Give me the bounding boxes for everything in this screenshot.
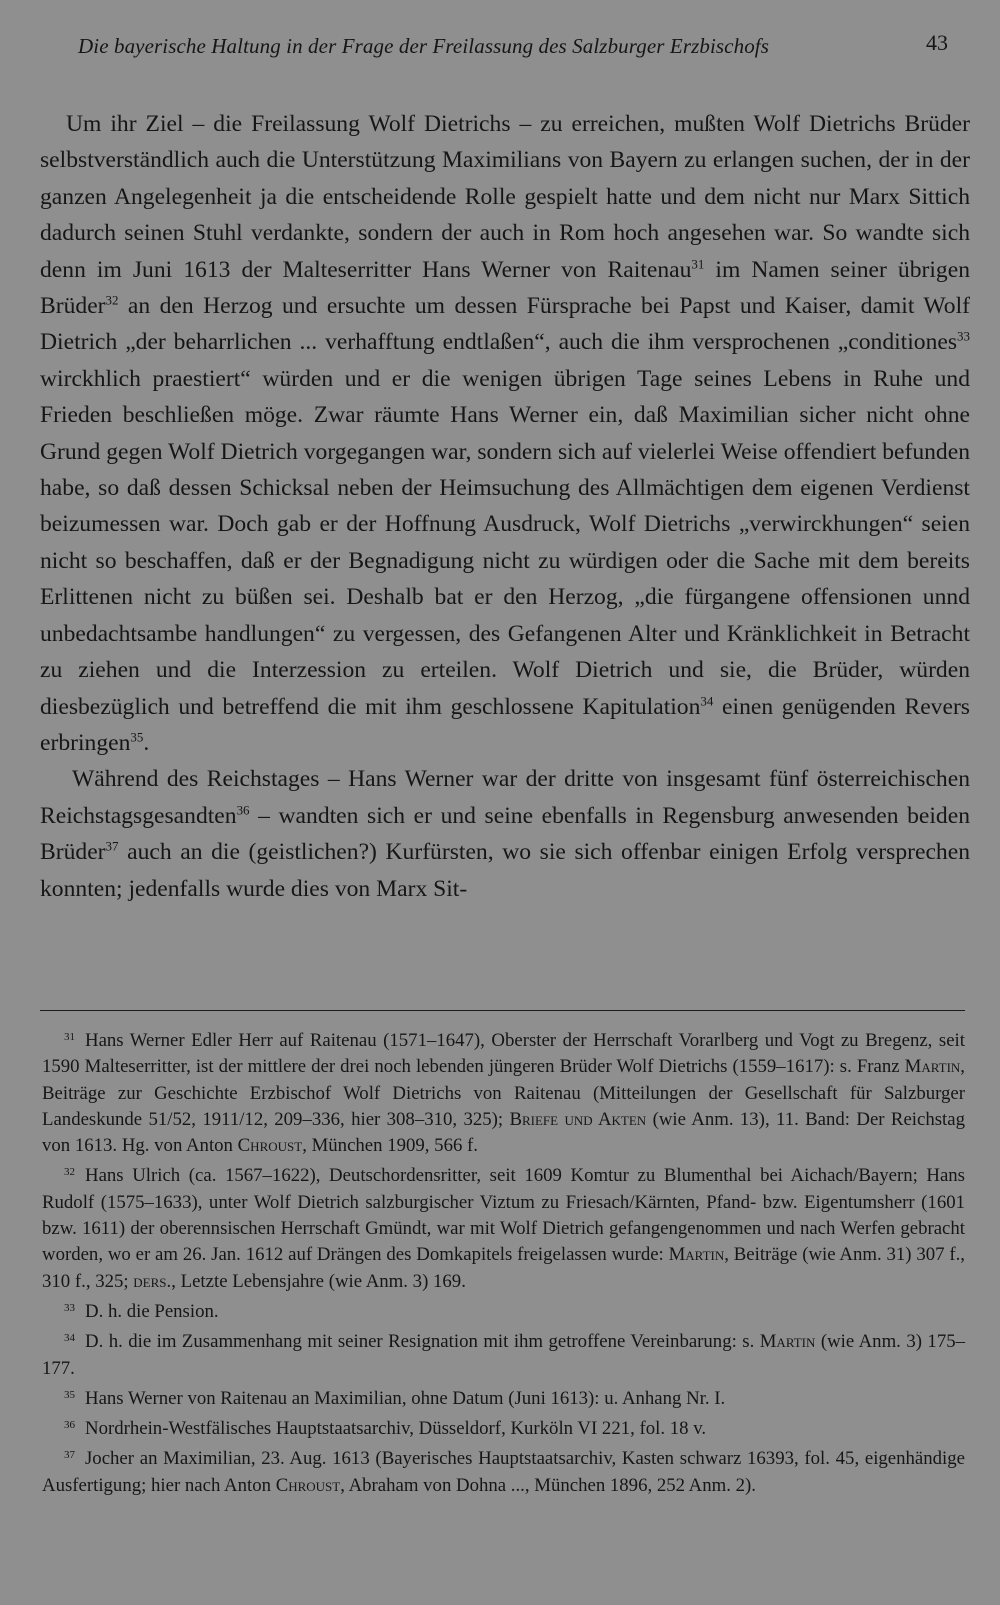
paragraph-2 [40,761,970,907]
paragraph-1-text-3: an den Herzog und ersuchte um dessen Fürsprache bei Papst und Kaiser, damit Wolf Dietrich „der beharrlichen ... verhafftung endtlaßen“, auch die ihm versprochenen „conditiones [40,293,970,356]
footnote-31 [42,1024,965,1159]
footnote-text: , Abraham von Dohna ..., München 1896, 252 Anm. 2). [340,1474,756,1496]
paragraph-2-text-3: auch an die (geistlichen?) Kurfürsten, wo sie sich offenbar einigen Erfolg versprechen konnten; jedenfalls wurde dies von Marx Sit- [40,839,970,902]
footnote-number: 33 [64,1301,75,1314]
paragraph-1-text-1: Um ihr Ziel – die Freilassung Wolf Dietrichs – zu erreichen, mußten Wolf Dietrichs Brüder selbstverständlich auch die Unterstützung Maximilians von Bayern zu erlangen suchen, der in der ganzen Angelegenheit ja die entscheidende Rolle gespielt hatte und dem nicht nur Marx Sittich dadurch seinen Stuhl verdankte, sondern der auch in Rom hoch angesehen war. So wandte sich denn im Juni 1613 der Malteserritter Hans Werner von Raitenau [40,111,970,283]
footnote-ref-33: 33 [957,329,970,345]
paragraph-1-text-5: einen genügenden Revers erbringen [40,693,970,756]
author-name: Martin [759,1331,816,1353]
footnote-divider [40,1010,965,1011]
footnote-text: Hans Ulrich (ca. 1567–1622), Deutschordensritter, seit 1609 Komtur zu Blumenthal bei Aichach/Bayern; Hans Rudolf (1575–1633), unter Wolf Dietrich salzburgischer Viztum zu Friesach/Kärnten, Pfand- bzw. Eigentumsherr (1601 bzw. 1611) der oberennsischen Herrschaft Gmündt, war mit Wolf Dietrich gefangengenommen und nach Werfen gebracht worden, wo er am 26. Jan. 1612 auf Drängen des Domkapitels freigelassen wurde: [42,1165,965,1266]
author-name: Martin [668,1244,725,1266]
footnote-ref-35: 35 [130,729,144,745]
paragraph-1-text-4: wirckhlich praestiert“ würden und er die wenigen übrigen Tage seines Lebens in Ruhe und Frieden beschließen möge. Zwar räumte Hans Werner ein, daß Maximilian sicher nicht ohne Grund gegen Wolf Dietrich vorgegangen war, sondern sich auf vielerlei Weise offendiert befunden habe, so daß dessen Schicksal neben der Heimsuchung des Allmächtigen dem eigenen Verdienst beizumessen war. Doch gab er der Hoffnung Ausdruck, Wolf Dietrichs „verwirckhungen“ seien nicht so beschaffen, daß er der Begnadigung nicht zu würdigen oder die Sache mit dem bereits Erlittenen nicht zu büßen sei. Deshalb bat er den Herzog, „die fürgangene offensionen unnd unbedachtsambe handlungen“ zu vergessen, des Gefangenen Alter und Kränklichkeit in Betracht zu ziehen und die Interzession zu erteilen. Wolf Dietrich und sie, die Brüder, würden diesbezüglich und betreffend die mit ihm geschlossene Kapitulation [40,365,970,720]
footnotes [42,1024,965,1499]
footnote-text: , Beiträge (wie Anm. 31) 307 f., 310 f., 325; [42,1244,965,1292]
author-name: Chroust [275,1474,341,1496]
footnote-number: 32 [64,1166,75,1179]
footnote-text: , München 1909, 566 f. [302,1135,478,1157]
running-title: Die bayerische Haltung in der Frage der Freilassung des Salzburger Erzbischofs [78,34,770,58]
footnote-35 [42,1382,965,1412]
footnote-text: (wie Anm. 13), 11. Band: Der Reichstag von 1613. Hg. von Anton [42,1108,965,1157]
footnote-number: 31 [64,1031,75,1043]
page-number: 43 [926,30,948,55]
footnote-number: 37 [64,1449,75,1462]
source-title: Briefe und Akten [509,1108,647,1130]
paragraph-1-text-6: . [143,729,150,756]
footnote-text: , Letzte Lebensjahre (wie Anm. 3) 169. [171,1270,466,1292]
author-name: ders. [133,1270,172,1292]
paragraph-2-text-1: Während des Reichstages – Hans Werner war der dritte von insgesamt fünf österreichischen Reichstagsgesandten [40,766,970,829]
footnote-36 [42,1412,965,1442]
paragraph-1-text-2: im Namen seiner übrigen Brüder [40,256,970,320]
author-name: Chroust [237,1135,303,1157]
footnote-text: , Beiträge zur Geschichte Erzbischof Wolf Dietrichs von Raitenau (Mitteilungen der Gesellschaft für Salzburger Landeskunde 51/52, 1911/12, 209–336, hier 308–310, 325); [42,1056,965,1130]
footnote-text: D. h. die Pension. [85,1300,219,1322]
footnote-text: Jocher an Maximilian, 23. Aug. 1613 (Bayerisches Hauptstaatsarchiv, Kasten schwarz 16393, fol. 45, eigenhändige Ausfertigung; hier nach Anton [42,1448,965,1496]
footnote-34 [42,1325,965,1382]
footnote-37 [42,1442,965,1499]
footnote-text: Hans Werner von Raitenau an Maximilian, ohne Datum (Juni 1613): u. Anhang Nr. I. [85,1387,726,1409]
body-text [40,106,970,907]
footnote-text: (wie Anm. 3) 175–177. [42,1331,965,1379]
author-name: Martin [904,1056,961,1078]
footnote-ref-31: 31 [691,256,705,272]
running-head [78,30,948,64]
footnote-ref-34: 34 [700,693,714,709]
footnote-33 [42,1295,965,1325]
footnote-ref-36: 36 [236,802,250,818]
footnote-ref-37: 37 [105,838,119,854]
footnote-number: 35 [64,1388,75,1401]
paragraph-1 [40,106,970,761]
paragraph-2-text-2: – wandten sich er und seine ebenfalls in Regensburg anwesenden beiden Brüder [40,802,970,866]
footnote-ref-32: 32 [105,292,119,308]
footnote-text: D. h. die im Zusammenhang mit seiner Resignation mit ihm getroffene Vereinbarung: s. [85,1331,760,1353]
footnote-text: Hans Werner Edler Herr auf Raitenau (1571–1647), Oberster der Herrschaft Vorarlberg und Vogt zu Bregenz, seit 1590 Malteserritter, ist der mittlere der drei noch lebenden jüngeren Brüder Wolf Dietrichs (1559–1617): s. Franz [42,1030,965,1078]
footnote-number: 36 [64,1419,75,1432]
footnote-32 [42,1159,965,1294]
footnote-text: Nordrhein-Westfälisches Hauptstaatsarchiv, Düsseldorf, Kurköln VI 221, fol. 18 v. [85,1418,707,1440]
footnote-number: 34 [64,1332,75,1345]
